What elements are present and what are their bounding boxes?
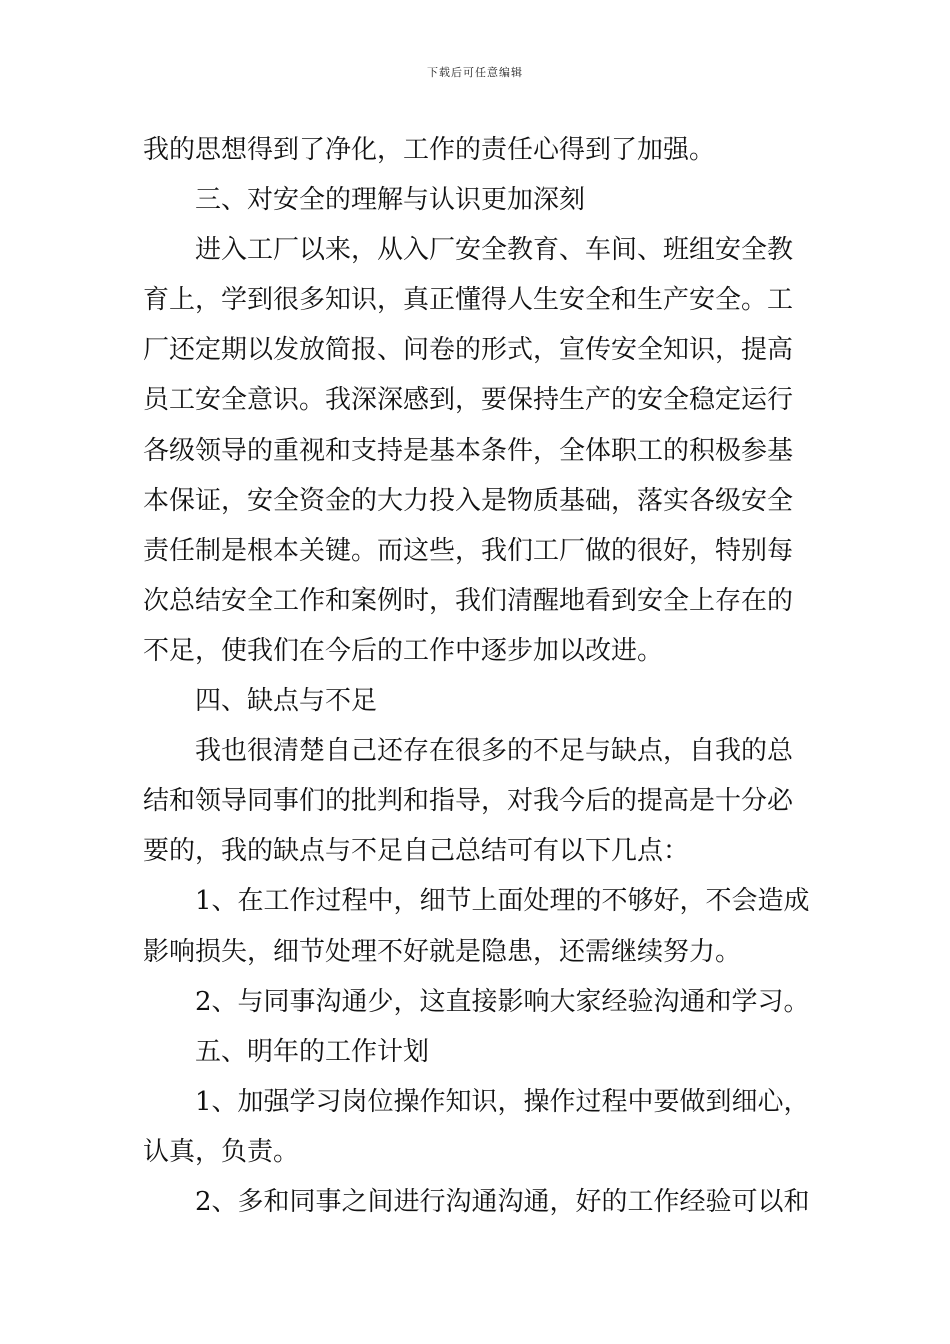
paragraph-line: 不足，使我们在今后的工作中逐步加以改进。 (143, 635, 664, 666)
paragraph-line: 四、缺点与不足 (195, 686, 378, 717)
paragraph-line: 育上，学到很多知识，真正懂得人生安全和生产安全。工 (143, 285, 794, 316)
paragraph-line: 员工安全意识。我深深感到，要保持生产的安全稳定运行 (143, 385, 794, 416)
paragraph-line: 责任制是根本关键。而这些，我们工厂做的很好，特别每 (143, 535, 794, 566)
paragraph-line: 我也很清楚自己还存在很多的不足与缺点，自我的总 (195, 736, 794, 767)
paragraph-line: 次总结安全工作和案例时，我们清醒地看到安全上存在的 (143, 585, 794, 616)
paragraph-line: 2、与同事沟通少，这直接影响大家经验沟通和学习。 (195, 986, 810, 1017)
paragraph-line: 影响损失，细节处理不好就是隐患，还需继续努力。 (143, 936, 742, 967)
paragraph-line: 要的，我的缺点与不足自己总结可有以下几点： (143, 836, 690, 867)
paragraph-line: 进入工厂以来，从入厂安全教育、车间、班组安全教 (195, 235, 794, 266)
paragraph-line: 1、加强学习岗位操作知识，操作过程中要做到细心， (195, 1086, 810, 1117)
paragraph-line: 三、对安全的理解与认识更加深刻 (195, 185, 586, 216)
document-body (143, 125, 811, 1227)
paragraph-line: 我的思想得到了净化，工作的责任心得到了加强。 (143, 135, 716, 165)
paragraph-line: 1、在工作过程中，细节上面处理的不够好，不会造成 (195, 886, 810, 917)
paragraph-line: 厂还定期以发放简报、问卷的形式，宣传安全知识，提高 (143, 335, 794, 366)
page-header: 下载后可任意编辑 (427, 66, 523, 79)
paragraph-line: 各级领导的重视和支持是基本条件，全体职工的积极参基 (143, 435, 794, 466)
paragraph-line: 结和领导同事们的批判和指导，对我今后的提高是十分必 (143, 786, 794, 817)
paragraph-line: 认真，负责。 (143, 1136, 300, 1167)
paragraph-line: 五、明年的工作计划 (195, 1036, 430, 1067)
paragraph-line: 本保证，安全资金的大力投入是物质基础，落实各级安全 (143, 485, 794, 516)
paragraph-line: 2、多和同事之间进行沟通沟通，好的工作经验可以和 (195, 1186, 810, 1217)
